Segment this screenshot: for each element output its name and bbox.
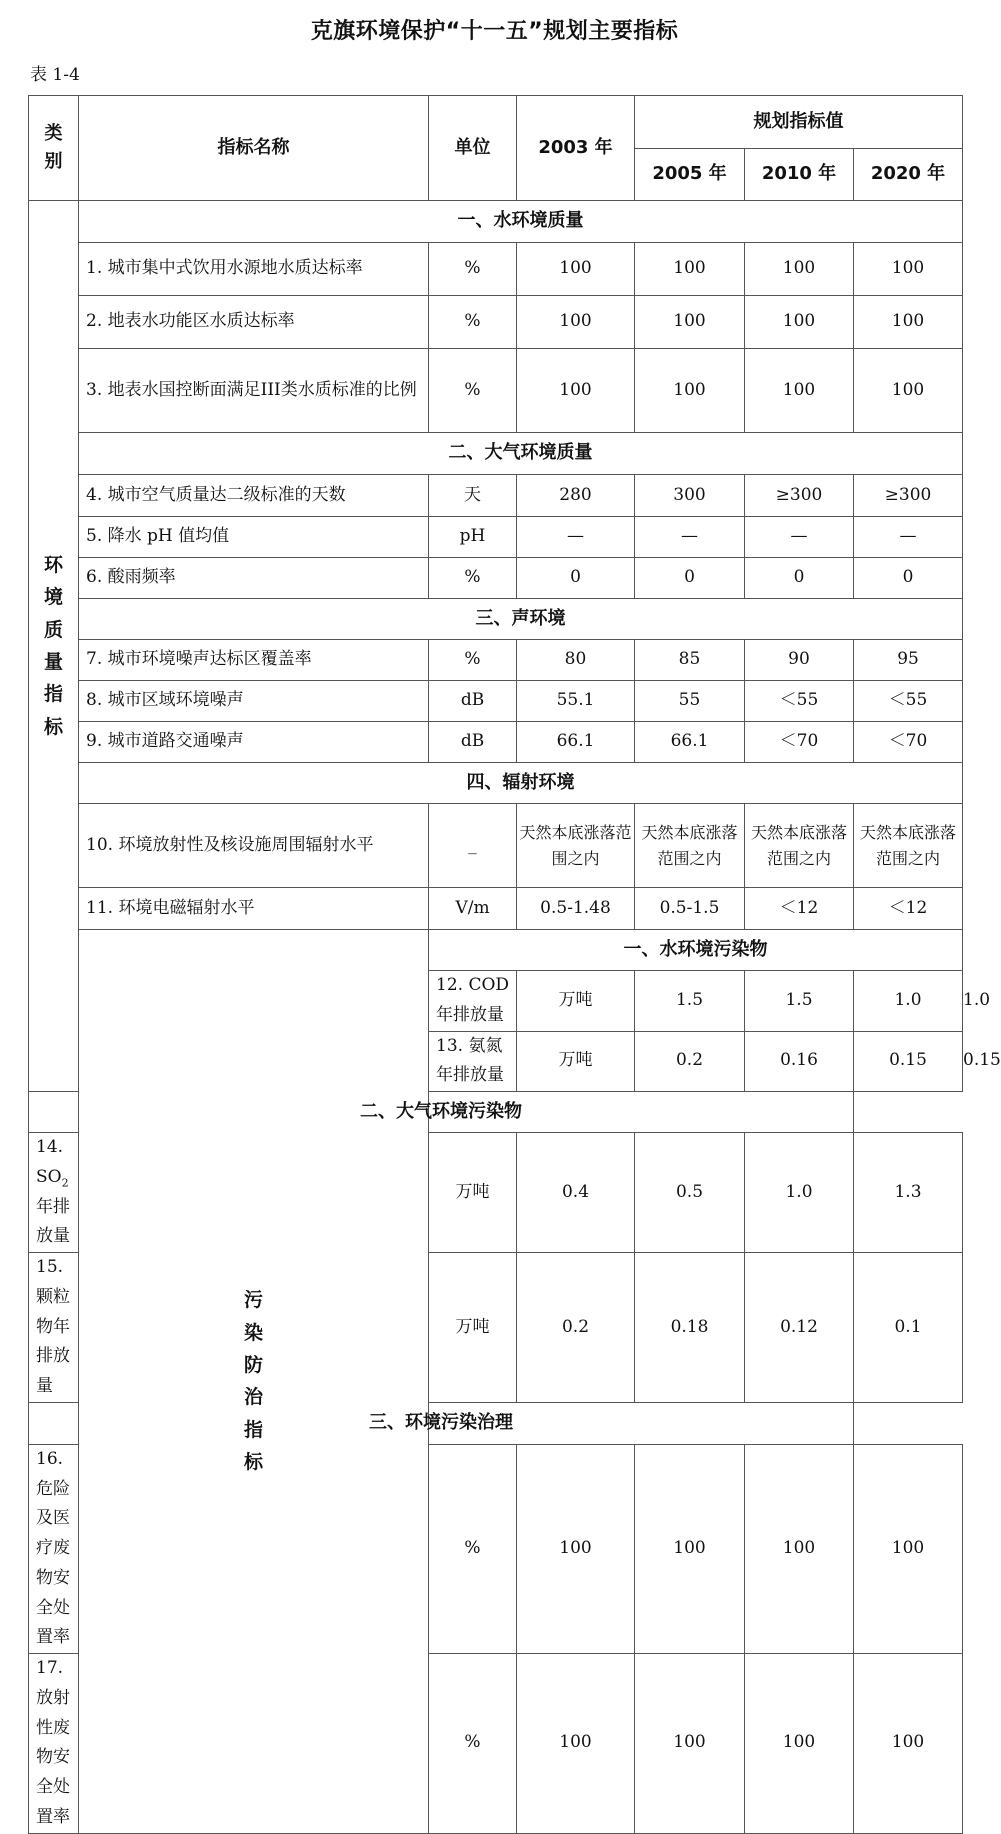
header-base-year: 2003 年 [517, 96, 635, 201]
value-2010: 90 [745, 640, 854, 681]
category-pollution: 污染防治指标 [79, 930, 429, 1834]
value-2010: 100 [745, 243, 854, 296]
value-2005: 天然本底涨落范围之内 [635, 804, 745, 888]
table-row [29, 640, 963, 681]
value-2003: 100 [517, 243, 635, 296]
unit-cell: V/m [429, 888, 517, 930]
section-header: 一、水环境污染物 [429, 930, 963, 971]
value-2010: ＜70 [745, 722, 854, 763]
value-2003: 280 [517, 475, 635, 517]
table-row [29, 349, 963, 433]
value-2010: 1.0 [854, 971, 963, 1032]
indicator-name: 15. 颗粒物年排放量 [29, 1253, 79, 1403]
header-category: 类别 [29, 96, 79, 201]
table-row [29, 722, 963, 763]
unit-cell: 天 [429, 475, 517, 517]
table-row [29, 517, 963, 558]
value-2005: 100 [635, 1654, 745, 1834]
value-2005: 55 [635, 681, 745, 722]
table-row [29, 681, 963, 722]
value-2003: 1.5 [635, 971, 745, 1032]
section-header: 三、声环境 [79, 599, 963, 640]
value-2010: 0.15 [854, 1031, 963, 1092]
value-2020: 100 [854, 1444, 963, 1653]
value-2005: 100 [635, 349, 745, 433]
value-2003: 80 [517, 640, 635, 681]
indicator-name: 12. COD 年排放量 [429, 971, 517, 1032]
indicator-table [28, 95, 1001, 1834]
indicator-name: 4. 城市空气质量达二级标准的天数 [79, 475, 429, 517]
value-2020: 0.1 [854, 1253, 963, 1403]
indicator-name: 3. 地表水国控断面满足III类水质标准的比例 [79, 349, 429, 433]
value-2005: 1.5 [745, 971, 854, 1032]
value-2020: ＜55 [854, 681, 963, 722]
value-2020: 天然本底涨落范围之内 [854, 804, 963, 888]
category-quality: 环境质量指标 [29, 201, 79, 1092]
value-2003: 0.2 [635, 1031, 745, 1092]
header-indicator: 指标名称 [79, 96, 429, 201]
unit-cell: % [429, 296, 517, 349]
value-2003: 100 [517, 296, 635, 349]
indicator-name: 6. 酸雨频率 [79, 558, 429, 599]
section-row [29, 433, 963, 475]
value-2020: 1.3 [854, 1133, 963, 1253]
table-row: 13. 氨氮年排放量 万吨 0.2 0.16 0.15 0.15 [29, 1031, 963, 1092]
value-2010: 0 [745, 558, 854, 599]
indicator-name: 5. 降水 pH 值均值 [79, 517, 429, 558]
value-2020: ＜12 [854, 888, 963, 930]
table-row [29, 243, 963, 296]
value-2020: ＜70 [854, 722, 963, 763]
value-2020: 100 [854, 349, 963, 433]
header-row [29, 96, 963, 149]
unit-cell: % [429, 1654, 517, 1834]
value-2003: 55.1 [517, 681, 635, 722]
value-2020: 100 [854, 296, 963, 349]
indicator-name: 7. 城市环境噪声达标区覆盖率 [79, 640, 429, 681]
section-row [29, 599, 963, 640]
unit-cell: pH [429, 517, 517, 558]
value-2005: 300 [635, 475, 745, 517]
section-row [29, 930, 963, 971]
indicator-name: 14. $SO_2$ 年排放量 [29, 1133, 79, 1253]
header-unit: 单位 [429, 96, 517, 201]
unit-cell: 万吨 [517, 971, 635, 1032]
value-2010: 0.12 [745, 1253, 854, 1403]
value-2005: 66.1 [635, 722, 745, 763]
value-2005: — [635, 517, 745, 558]
value-2005: 0 [635, 558, 745, 599]
value-2005: 0.18 [635, 1253, 745, 1403]
value-2003: 天然本底涨落范围之内 [517, 804, 635, 888]
page-title: 克旗环境保护“十一五”规划主要指标 [310, 19, 679, 44]
value-2003: 0.4 [517, 1133, 635, 1253]
table-row [29, 475, 963, 517]
section-header: 二、大气环境污染物 [29, 1092, 854, 1133]
value-2005: 0.16 [745, 1031, 854, 1092]
section-header: 二、大气环境质量 [79, 433, 963, 475]
section-header: 四、辐射环境 [79, 763, 963, 804]
value-2005: 85 [635, 640, 745, 681]
section-row [29, 763, 963, 804]
value-2003: — [517, 517, 635, 558]
value-2005: 100 [635, 296, 745, 349]
table-row [29, 558, 963, 599]
value-2020: 95 [854, 640, 963, 681]
value-2010: 天然本底涨落范围之内 [745, 804, 854, 888]
indicator-name: 13. 氨氮年排放量 [429, 1031, 517, 1092]
unit-cell: % [429, 349, 517, 433]
section-row [29, 201, 963, 243]
value-2005: 100 [635, 243, 745, 296]
unit-cell: % [429, 1444, 517, 1653]
section-header: 三、环境污染治理 [29, 1402, 854, 1444]
unit-cell: % [429, 243, 517, 296]
header-year-2010: 2010 年 [745, 149, 854, 201]
unit-cell: 万吨 [429, 1253, 517, 1403]
value-2010: 100 [745, 1654, 854, 1834]
value-2005: 0.5 [635, 1133, 745, 1253]
value-2020: ≥300 [854, 475, 963, 517]
header-year-2020: 2020 年 [854, 149, 963, 201]
header-target-group: 规划指标值 [635, 96, 963, 149]
indicator-name: 8. 城市区域环境噪声 [79, 681, 429, 722]
section-row [29, 1092, 963, 1133]
unit-cell: % [429, 640, 517, 681]
table-row [29, 888, 963, 930]
value-2020: 100 [854, 1654, 963, 1834]
indicator-name: 11. 环境电磁辐射水平 [79, 888, 429, 930]
indicator-name: 16. 危险及医疗废物安全处置率 [29, 1444, 79, 1653]
value-2010: 100 [745, 296, 854, 349]
value-2010: 1.0 [745, 1133, 854, 1253]
table-row [29, 296, 963, 349]
section-row [29, 1402, 963, 1444]
value-2003: 100 [517, 1654, 635, 1834]
table-row [29, 804, 963, 888]
value-2005: 0.5-1.5 [635, 888, 745, 930]
value-2010: 100 [745, 349, 854, 433]
indicator-name: 17. 放射性废物安全处置率 [29, 1654, 79, 1834]
unit-cell: % [429, 558, 517, 599]
value-2020: — [854, 517, 963, 558]
value-2010: 100 [745, 1444, 854, 1653]
value-2005: 100 [635, 1444, 745, 1653]
unit-cell: dB [429, 722, 517, 763]
value-2020: 100 [854, 243, 963, 296]
value-2020: 0 [854, 558, 963, 599]
value-2010: ＜55 [745, 681, 854, 722]
value-2003: 0.2 [517, 1253, 635, 1403]
value-2003: 100 [517, 1444, 635, 1653]
value-2010: — [745, 517, 854, 558]
section-header: 一、水环境质量 [79, 201, 963, 243]
table-row: 12. COD 年排放量 万吨 1.5 1.5 1.0 1.0 [29, 971, 963, 1032]
value-2003: 100 [517, 349, 635, 433]
value-2003: 0.5-1.48 [517, 888, 635, 930]
table-label: 表 1-4 [30, 65, 80, 85]
value-2003: 0 [517, 558, 635, 599]
value-2010: ≥300 [745, 475, 854, 517]
unit-cell: dB [429, 681, 517, 722]
indicator-name: 1. 城市集中式饮用水源地水质达标率 [79, 243, 429, 296]
indicator-name: 2. 地表水功能区水质达标率 [79, 296, 429, 349]
value-2003: 66.1 [517, 722, 635, 763]
value-2010: ＜12 [745, 888, 854, 930]
indicator-name: 9. 城市道路交通噪声 [79, 722, 429, 763]
unit-cell: 万吨 [517, 1031, 635, 1092]
header-year-2005: 2005 年 [635, 149, 745, 201]
unit-cell: 万吨 [429, 1133, 517, 1253]
indicator-name: 10. 环境放射性及核设施周围辐射水平 [79, 804, 429, 888]
unit-cell: _ [429, 804, 517, 888]
